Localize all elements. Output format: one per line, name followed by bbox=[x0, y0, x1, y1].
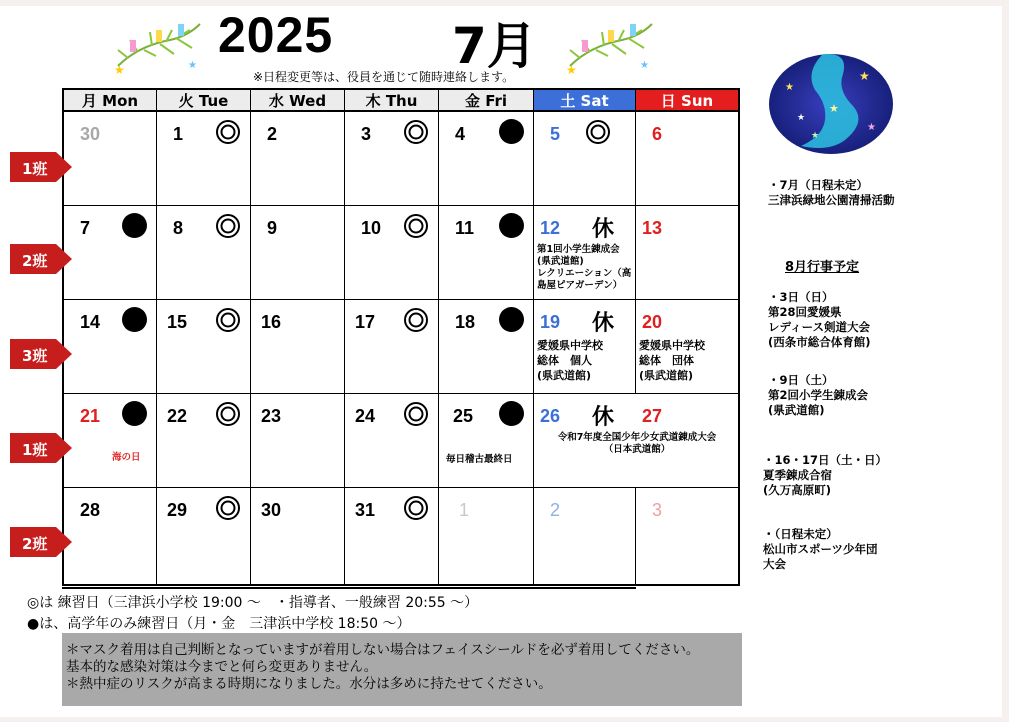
day-number: 29 bbox=[167, 500, 188, 520]
svg-text:★: ★ bbox=[785, 82, 794, 93]
svg-text:★: ★ bbox=[114, 63, 125, 74]
july-event: ・7月（日程未定） 三津浜緑地公園清掃活動 bbox=[768, 178, 895, 207]
header-thu: 木 Thu bbox=[345, 90, 439, 112]
day-number: 1 bbox=[173, 124, 184, 144]
day-cell bbox=[636, 206, 738, 300]
note-line: ＊マスク着用は自己判断となっていますが着用しない場合はフェイスシールドを必ず着用してください。 bbox=[66, 642, 700, 658]
august-event: ・16・17日（土・日） 夏季錬成合宿 (久万高原町) bbox=[763, 453, 888, 497]
group-tab: 3班 bbox=[10, 339, 72, 369]
event-note: 令和7年度全国少年少女武道錬成大会 （日本武道館） bbox=[557, 432, 717, 455]
day-cell bbox=[636, 112, 738, 206]
day-number: 15 bbox=[167, 312, 188, 332]
day-cell bbox=[636, 488, 738, 584]
august-event: ・3日（日） 第28回愛媛県 レディース剣道大会 (西条市総合体育館) bbox=[768, 290, 871, 349]
svg-text:★: ★ bbox=[797, 113, 806, 123]
august-event: ・（日程未定） 松山市スポーツ少年団 大会 bbox=[763, 527, 878, 571]
day-cell bbox=[251, 394, 345, 488]
practice-double-circle-icon bbox=[215, 401, 241, 427]
milky-way-illustration-icon bbox=[767, 50, 897, 158]
practice-double-circle-icon bbox=[215, 119, 241, 145]
day-cell bbox=[157, 206, 251, 300]
day-cell bbox=[345, 300, 439, 394]
day-cell bbox=[64, 206, 157, 300]
health-notes-box bbox=[62, 633, 742, 706]
day-off-label: 休 bbox=[592, 311, 615, 336]
svg-text:★: ★ bbox=[811, 131, 820, 141]
day-number: 3 bbox=[652, 500, 663, 520]
tanabata-decoration-right-icon bbox=[560, 18, 658, 74]
day-number: 2 bbox=[267, 124, 278, 144]
day-number: 21 bbox=[80, 406, 101, 426]
holiday-label: 海の日 bbox=[112, 452, 141, 463]
day-number: 25 bbox=[453, 406, 474, 426]
day-number: 14 bbox=[80, 312, 101, 332]
day-number: 10 bbox=[361, 218, 382, 238]
day-cell bbox=[64, 394, 157, 488]
practice-double-circle-icon bbox=[215, 495, 241, 521]
calendar-month: 7月 bbox=[452, 17, 537, 75]
august-event: ・9日（土） 第2回小学生錬成会 (県武道館) bbox=[768, 373, 869, 417]
senior-practice-dot-icon bbox=[499, 307, 524, 332]
practice-double-circle-icon bbox=[585, 119, 611, 145]
day-number: 4 bbox=[455, 124, 466, 144]
august-events-title: 8月行事予定 bbox=[785, 260, 860, 275]
senior-practice-dot-icon bbox=[122, 401, 147, 426]
group-tab: 2班 bbox=[10, 527, 72, 557]
svg-text:★: ★ bbox=[779, 139, 787, 148]
header-sat: 土 Sat bbox=[534, 90, 636, 112]
header-fri: 金 Fri bbox=[439, 90, 534, 112]
day-cell bbox=[534, 206, 636, 300]
practice-double-circle-icon bbox=[215, 307, 241, 333]
day-cell bbox=[64, 112, 157, 206]
svg-text:★: ★ bbox=[867, 122, 876, 133]
day-number: 23 bbox=[261, 406, 282, 426]
day-number: 13 bbox=[642, 218, 663, 238]
group-tab: 1班 bbox=[10, 433, 72, 463]
day-cell bbox=[345, 394, 439, 488]
day-number: 31 bbox=[355, 500, 376, 520]
day-cell bbox=[439, 488, 534, 584]
group-tab: 2班 bbox=[10, 244, 72, 274]
senior-practice-dot-icon bbox=[122, 213, 147, 238]
day-number: 24 bbox=[355, 406, 376, 426]
note-line: ＊熱中症のリスクが高まる時期になりました。水分は多めに持たせてください。 bbox=[66, 676, 552, 692]
day-number: 8 bbox=[173, 218, 184, 238]
day-number: 28 bbox=[80, 500, 101, 520]
svg-text:★: ★ bbox=[859, 69, 870, 83]
day-cell bbox=[534, 112, 636, 206]
senior-practice-dot-icon bbox=[499, 401, 524, 426]
day-number: 26 bbox=[540, 406, 561, 426]
senior-practice-dot-icon bbox=[499, 213, 524, 238]
day-cell bbox=[439, 394, 534, 488]
day-cell bbox=[345, 206, 439, 300]
day-cell bbox=[345, 488, 439, 584]
svg-text:★: ★ bbox=[566, 63, 577, 74]
svg-text:★: ★ bbox=[829, 102, 839, 115]
day-number: 19 bbox=[540, 312, 561, 332]
day-number: 20 bbox=[642, 312, 663, 332]
day-cell bbox=[251, 112, 345, 206]
event-note: 第1回小学生錬成会 (県武道館) レクリエーション（高 島屋ピアガーデン） bbox=[537, 244, 632, 291]
day-number: 5 bbox=[550, 124, 561, 144]
last-practice-note: 毎日稽古最終日 bbox=[446, 454, 513, 465]
day-off-label: 休 bbox=[592, 405, 615, 430]
day-number: 22 bbox=[167, 406, 188, 426]
calendar-grid bbox=[62, 88, 740, 586]
svg-text:★: ★ bbox=[188, 60, 197, 71]
day-number: 11 bbox=[455, 218, 475, 238]
day-number: 30 bbox=[80, 124, 101, 144]
header-tue: 火 Tue bbox=[157, 90, 251, 112]
day-cell bbox=[636, 394, 738, 430]
day-number: 1 bbox=[459, 500, 470, 520]
day-number: 3 bbox=[361, 124, 372, 144]
day-cell bbox=[345, 112, 439, 206]
day-off-label: 休 bbox=[592, 217, 615, 242]
day-cell bbox=[251, 206, 345, 300]
header-mon: 月 Mon bbox=[64, 90, 157, 112]
senior-practice-dot-icon bbox=[122, 307, 147, 332]
day-number: 2 bbox=[550, 500, 561, 520]
note-line: 基本的な感染対策は今までと何ら変更ありません。 bbox=[66, 659, 378, 675]
day-cell bbox=[251, 488, 345, 584]
header-sun: 日 Sun bbox=[636, 90, 738, 112]
practice-double-circle-icon bbox=[403, 495, 429, 521]
day-number: 12 bbox=[540, 218, 561, 238]
divider bbox=[62, 587, 636, 589]
day-number: 9 bbox=[267, 218, 278, 238]
day-cell bbox=[534, 300, 636, 394]
day-cell bbox=[157, 394, 251, 488]
header-wed: 水 Wed bbox=[251, 90, 345, 112]
svg-text:★: ★ bbox=[640, 60, 649, 71]
senior-practice-dot-icon bbox=[499, 119, 524, 144]
practice-double-circle-icon bbox=[403, 307, 429, 333]
event-note: 愛媛県中学校 総体 団体 (県武道館) bbox=[639, 339, 705, 382]
day-number: 16 bbox=[261, 312, 282, 332]
day-number: 17 bbox=[355, 312, 376, 332]
tanabata-decoration-left-icon bbox=[108, 18, 206, 74]
practice-double-circle-icon bbox=[403, 401, 429, 427]
day-cell bbox=[439, 206, 534, 300]
practice-double-circle-icon bbox=[403, 213, 429, 239]
day-cell bbox=[439, 300, 534, 394]
day-cell bbox=[64, 488, 157, 584]
group-tab: 1班 bbox=[10, 152, 72, 182]
day-number: 18 bbox=[455, 312, 476, 332]
day-cell bbox=[64, 300, 157, 394]
day-number: 30 bbox=[261, 500, 282, 520]
practice-double-circle-icon bbox=[215, 213, 241, 239]
day-cell bbox=[157, 488, 251, 584]
day-number: 27 bbox=[642, 406, 663, 426]
calendar-year: 2025 bbox=[218, 7, 334, 63]
day-cell bbox=[439, 112, 534, 206]
schedule-change-notice: ※日程変更等は、役員を通じて随時連絡します。 bbox=[253, 70, 515, 84]
day-number: 6 bbox=[652, 124, 663, 144]
day-cell bbox=[534, 488, 636, 584]
legend-black-dot: ●は、高学年のみ練習日（月・金 三津浜中学校 18:50 ～） bbox=[27, 616, 411, 632]
practice-double-circle-icon bbox=[403, 119, 429, 145]
day-cell bbox=[251, 300, 345, 394]
legend-double-circle: ◎は 練習日（三津浜小学校 19:00 ～ ・指導者、一般練習 20:55 ～） bbox=[27, 595, 479, 611]
event-note: 愛媛県中学校 総体 個人 (県武道館) bbox=[537, 339, 603, 382]
day-cell bbox=[157, 112, 251, 206]
day-cell bbox=[157, 300, 251, 394]
day-cell bbox=[636, 300, 738, 394]
day-number: 7 bbox=[80, 218, 91, 238]
